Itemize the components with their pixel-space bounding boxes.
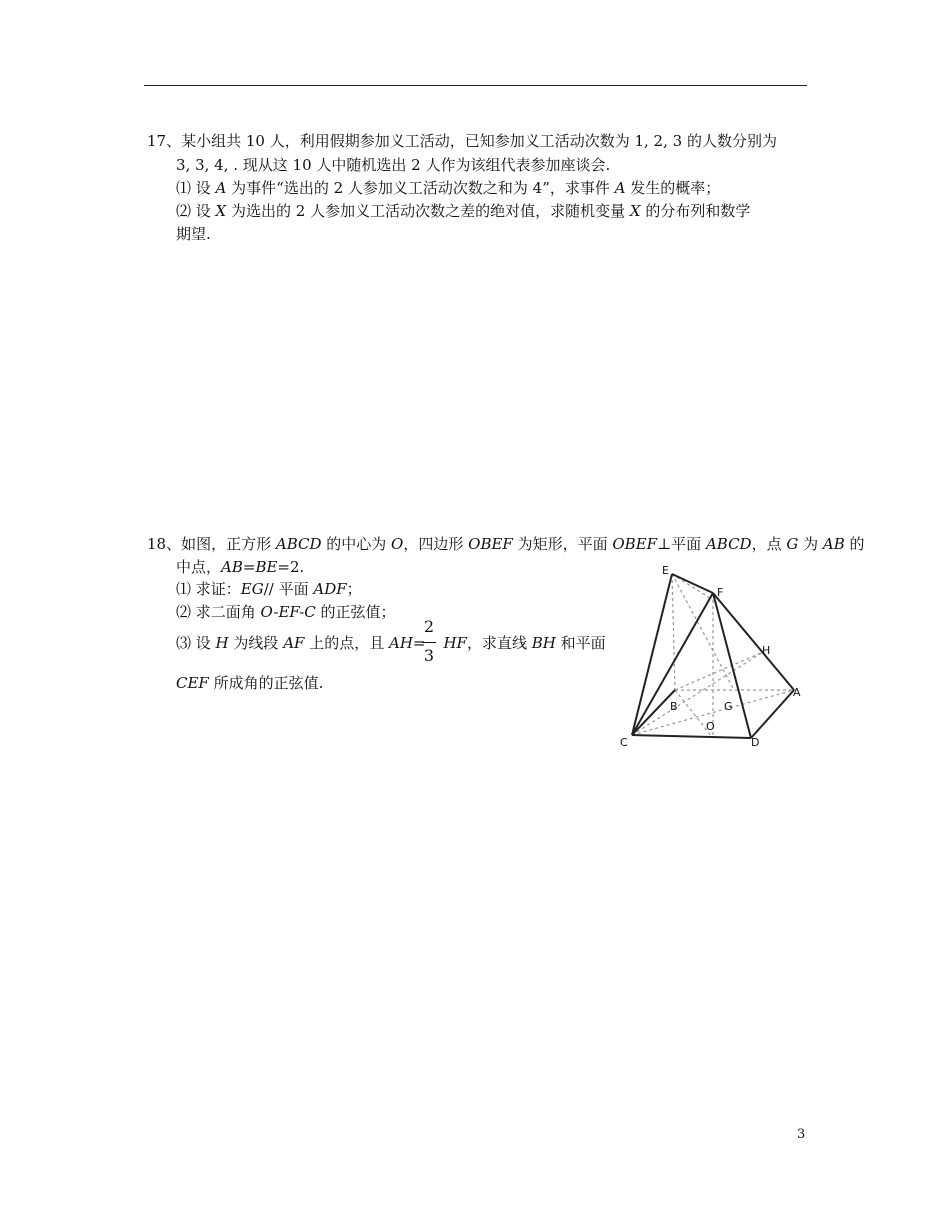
text: 的正弦值； (315, 603, 396, 621)
text: 的 (844, 535, 865, 553)
text: ⑵ 设 (176, 202, 216, 220)
var: AF (283, 634, 305, 652)
q17-line-2: 3, 3, 4, . 现从这 10 人中随机选出 2 人作为该组代表参加座谈会. (176, 156, 611, 174)
label-f: F (717, 586, 724, 599)
page-number: 3 (797, 1127, 806, 1142)
fraction-denominator: 3 (423, 646, 435, 665)
var: ABCD (275, 535, 322, 553)
edge-bh (675, 652, 763, 690)
q17-part-1 (176, 178, 720, 198)
var: OBEF (468, 535, 513, 553)
text: ； (346, 580, 362, 598)
edge-ef-solid (672, 574, 713, 593)
q18-line-4 (176, 673, 323, 693)
text: 为事件“选出的 2 人参加义工活动次数之和为 4”，求事件 (226, 179, 615, 197)
edge-eb (672, 574, 675, 690)
text: 为选出的 2 人参加义工活动次数之差的绝对值，求随机变量 (226, 202, 630, 220)
edge-ch (632, 652, 763, 735)
fraction-bar (422, 642, 436, 643)
q18-part-3 (176, 633, 606, 653)
geometry-figure (616, 560, 816, 750)
label-e: E (662, 564, 669, 577)
text: 为线段 (228, 634, 284, 652)
edge-fc (632, 593, 713, 735)
label-g: G (724, 700, 733, 713)
q17-part-2 (176, 201, 750, 221)
var: AH= (388, 634, 426, 652)
text: 和平面 (555, 634, 606, 652)
var-a: A (215, 179, 227, 197)
text: ，四边形 (403, 535, 469, 553)
var: CEF (176, 674, 209, 692)
label-c: C (620, 736, 628, 749)
var-x: X (629, 202, 641, 220)
text: ⊥平面 (657, 535, 706, 553)
var-a: A (614, 179, 626, 197)
q17-line-1: 17、某小组共 10 人，利用假期参加义工活动，已知参加义工活动次数为 1, 2, 3 的人数分别为 (147, 132, 777, 150)
text: 18、如图，正方形 (147, 535, 276, 553)
text: ，求直线 (466, 634, 532, 652)
text: 为 (798, 535, 823, 553)
edge-da (751, 690, 794, 738)
var-x: X (215, 202, 227, 220)
edge-cd (632, 735, 751, 738)
text: =2. (277, 558, 305, 576)
text: 中点， (176, 558, 222, 576)
edge-eg (672, 574, 734, 690)
q18-part-1 (176, 579, 362, 599)
var: EG (240, 580, 264, 598)
text: ⑴ 求证： (176, 580, 241, 598)
label-h: H (762, 644, 771, 657)
text: ，点 (751, 535, 787, 553)
var: HF (443, 634, 467, 652)
text: ⑴ 设 (176, 179, 216, 197)
var: O-EF-C (260, 603, 316, 621)
var: G (786, 535, 799, 553)
q18-line-2 (176, 557, 304, 577)
label-d: D (751, 736, 760, 749)
q17-line-5: 期望. (176, 225, 211, 243)
label-b: B (670, 700, 678, 713)
var: O (391, 535, 404, 553)
var: ADF (313, 580, 347, 598)
text: 所成角的正弦值. (208, 674, 324, 692)
var: AB=BE (221, 558, 278, 576)
label-a: A (793, 686, 801, 699)
text: // 平面 (263, 580, 314, 598)
var: H (215, 634, 229, 652)
text: 上的点，且 (304, 634, 389, 652)
label-o: O (706, 720, 715, 733)
text: 的中心为 (321, 535, 392, 553)
text: ⑶ 设 (176, 634, 216, 652)
var: AB (822, 535, 845, 553)
var: OBEF (612, 535, 658, 553)
q18-line-1 (147, 534, 865, 554)
text: 为矩形，平面 (512, 535, 613, 553)
text: 的分布列和数学 (640, 202, 751, 220)
var: BH (531, 634, 556, 652)
text: 发生的概率； (625, 179, 721, 197)
q18-part-2 (176, 602, 395, 622)
fraction-numerator: 2 (423, 617, 435, 636)
var: ABCD (705, 535, 752, 553)
edge-ec (632, 574, 672, 735)
header-rule (144, 85, 807, 86)
text: ⑵ 求二面角 (176, 603, 261, 621)
